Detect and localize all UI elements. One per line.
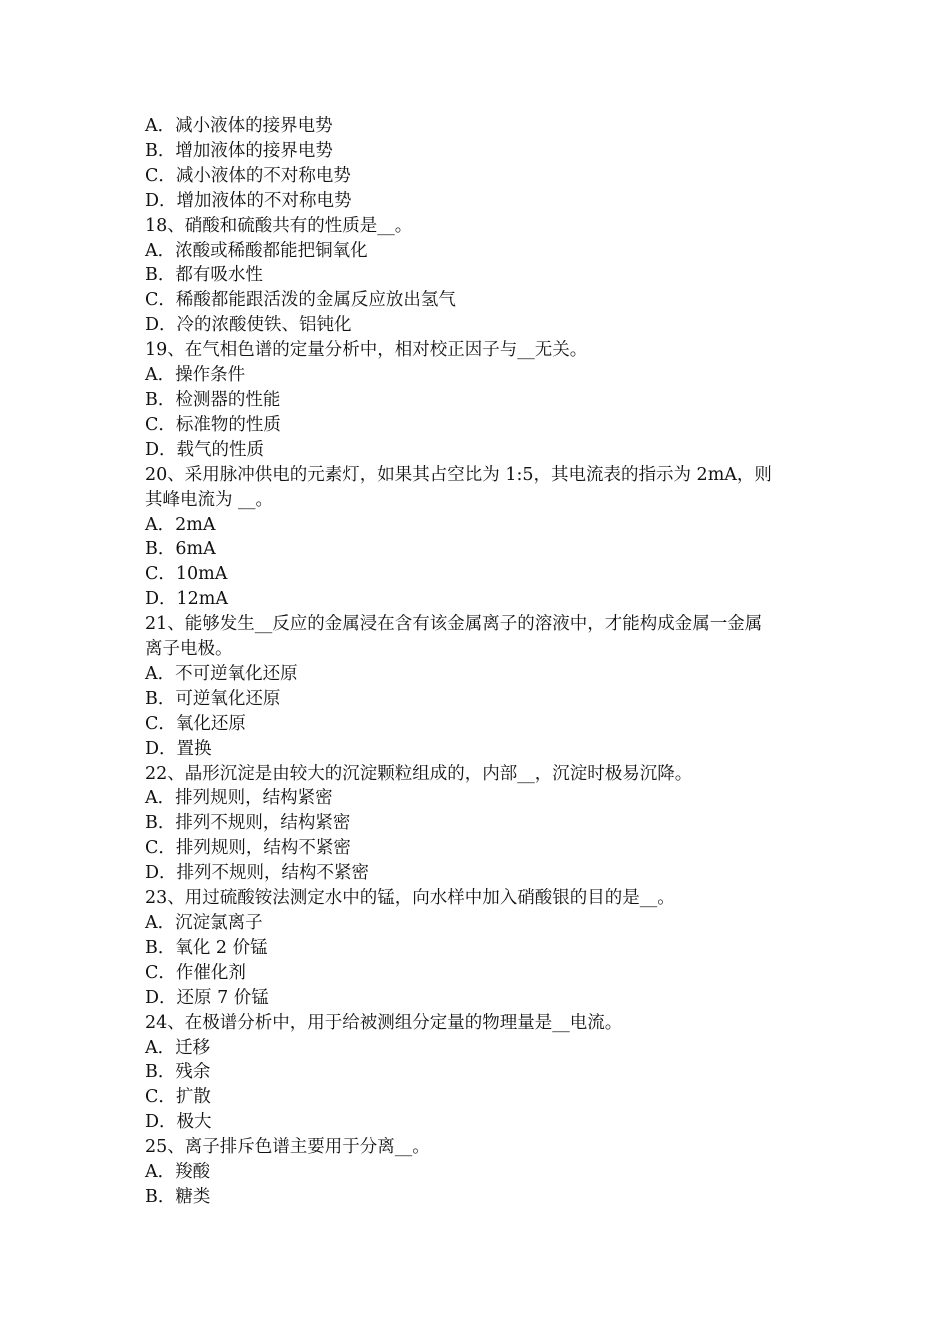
text-line: B．增加液体的接界电势 bbox=[145, 140, 333, 161]
text-line: B．都有吸水性 bbox=[145, 265, 263, 286]
text-line: A．排列规则，结构紧密 bbox=[145, 788, 333, 809]
text-line: A．2mA bbox=[145, 514, 216, 535]
question-line: 22、晶形沉淀是由较大的沉淀颗粒组成的，内部__，沉淀时极易沉降。 bbox=[145, 763, 693, 784]
text-line: A．羧酸 bbox=[145, 1162, 211, 1183]
question-line: 19、在气相色谱的定量分析中，相对校正因子与__无关。 bbox=[145, 340, 588, 361]
text-line: B．检测器的性能 bbox=[145, 389, 281, 410]
text-line: C．扩散 bbox=[145, 1087, 211, 1108]
text-line: A．不可逆氧化还原 bbox=[145, 663, 298, 684]
text-line: C．稀酸都能跟活泼的金属反应放出氢气 bbox=[145, 290, 456, 311]
text-line: D．增加液体的不对称电势 bbox=[145, 190, 352, 211]
question-line: 18、硝酸和硫酸共有的性质是__。 bbox=[145, 215, 413, 236]
text-line: C．10mA bbox=[145, 564, 228, 585]
text-line: A．浓酸或稀酸都能把铜氧化 bbox=[145, 240, 368, 261]
question-line: 24、在极谱分析中，用于给被测组分定量的物理量是__电流。 bbox=[145, 1012, 623, 1033]
text-line: B．残余 bbox=[145, 1062, 211, 1083]
text-line: C．减小液体的不对称电势 bbox=[145, 165, 351, 186]
text-line: C．氧化还原 bbox=[145, 713, 246, 734]
text-line: C．标准物的性质 bbox=[145, 414, 281, 435]
question-line: 离子电极。 bbox=[145, 639, 233, 660]
text-line: B．可逆氧化还原 bbox=[145, 688, 281, 709]
question-line: 20、采用脉冲供电的元素灯，如果其占空比为 1:5，其电流表的指示为 2mA，则 bbox=[145, 464, 772, 485]
question-line: 25、离子排斥色谱主要用于分离__。 bbox=[145, 1137, 430, 1158]
text-line: C．排列规则，结构不紧密 bbox=[145, 838, 351, 859]
question-line: 21、能够发生__反应的金属浸在含有该金属离子的溶液中，才能构成金属一金属 bbox=[145, 614, 763, 635]
text-line: D．还原 7 价锰 bbox=[145, 987, 269, 1008]
text-line: D．排列不规则，结构不紧密 bbox=[145, 863, 370, 884]
text-line: D．载气的性质 bbox=[145, 439, 265, 460]
text-line: D．极大 bbox=[145, 1112, 212, 1133]
text-line: D．12mA bbox=[145, 589, 229, 610]
text-line: B．糖类 bbox=[145, 1186, 211, 1207]
text-line: B．排列不规则，结构紧密 bbox=[145, 813, 351, 834]
text-line: D．冷的浓酸使铁、铝钝化 bbox=[145, 315, 352, 336]
question-line: 其峰电流为 __。 bbox=[145, 489, 274, 510]
text-line: A．减小液体的接界电势 bbox=[145, 116, 333, 136]
text-line: B．氧化 2 价锰 bbox=[145, 937, 268, 958]
text-line: C．作催化剂 bbox=[145, 962, 246, 983]
text-line: D．置换 bbox=[145, 738, 212, 759]
text-line: A．迁移 bbox=[145, 1037, 211, 1058]
text-line: A．操作条件 bbox=[145, 365, 246, 386]
text-line: B．6mA bbox=[145, 539, 216, 560]
text-line: A．沉淀氯离子 bbox=[145, 913, 263, 933]
question-line: 23、用过硫酸铵法测定水中的锰，向水样中加入硝酸银的目的是__。 bbox=[145, 888, 675, 909]
question-text-block bbox=[145, 114, 815, 1210]
